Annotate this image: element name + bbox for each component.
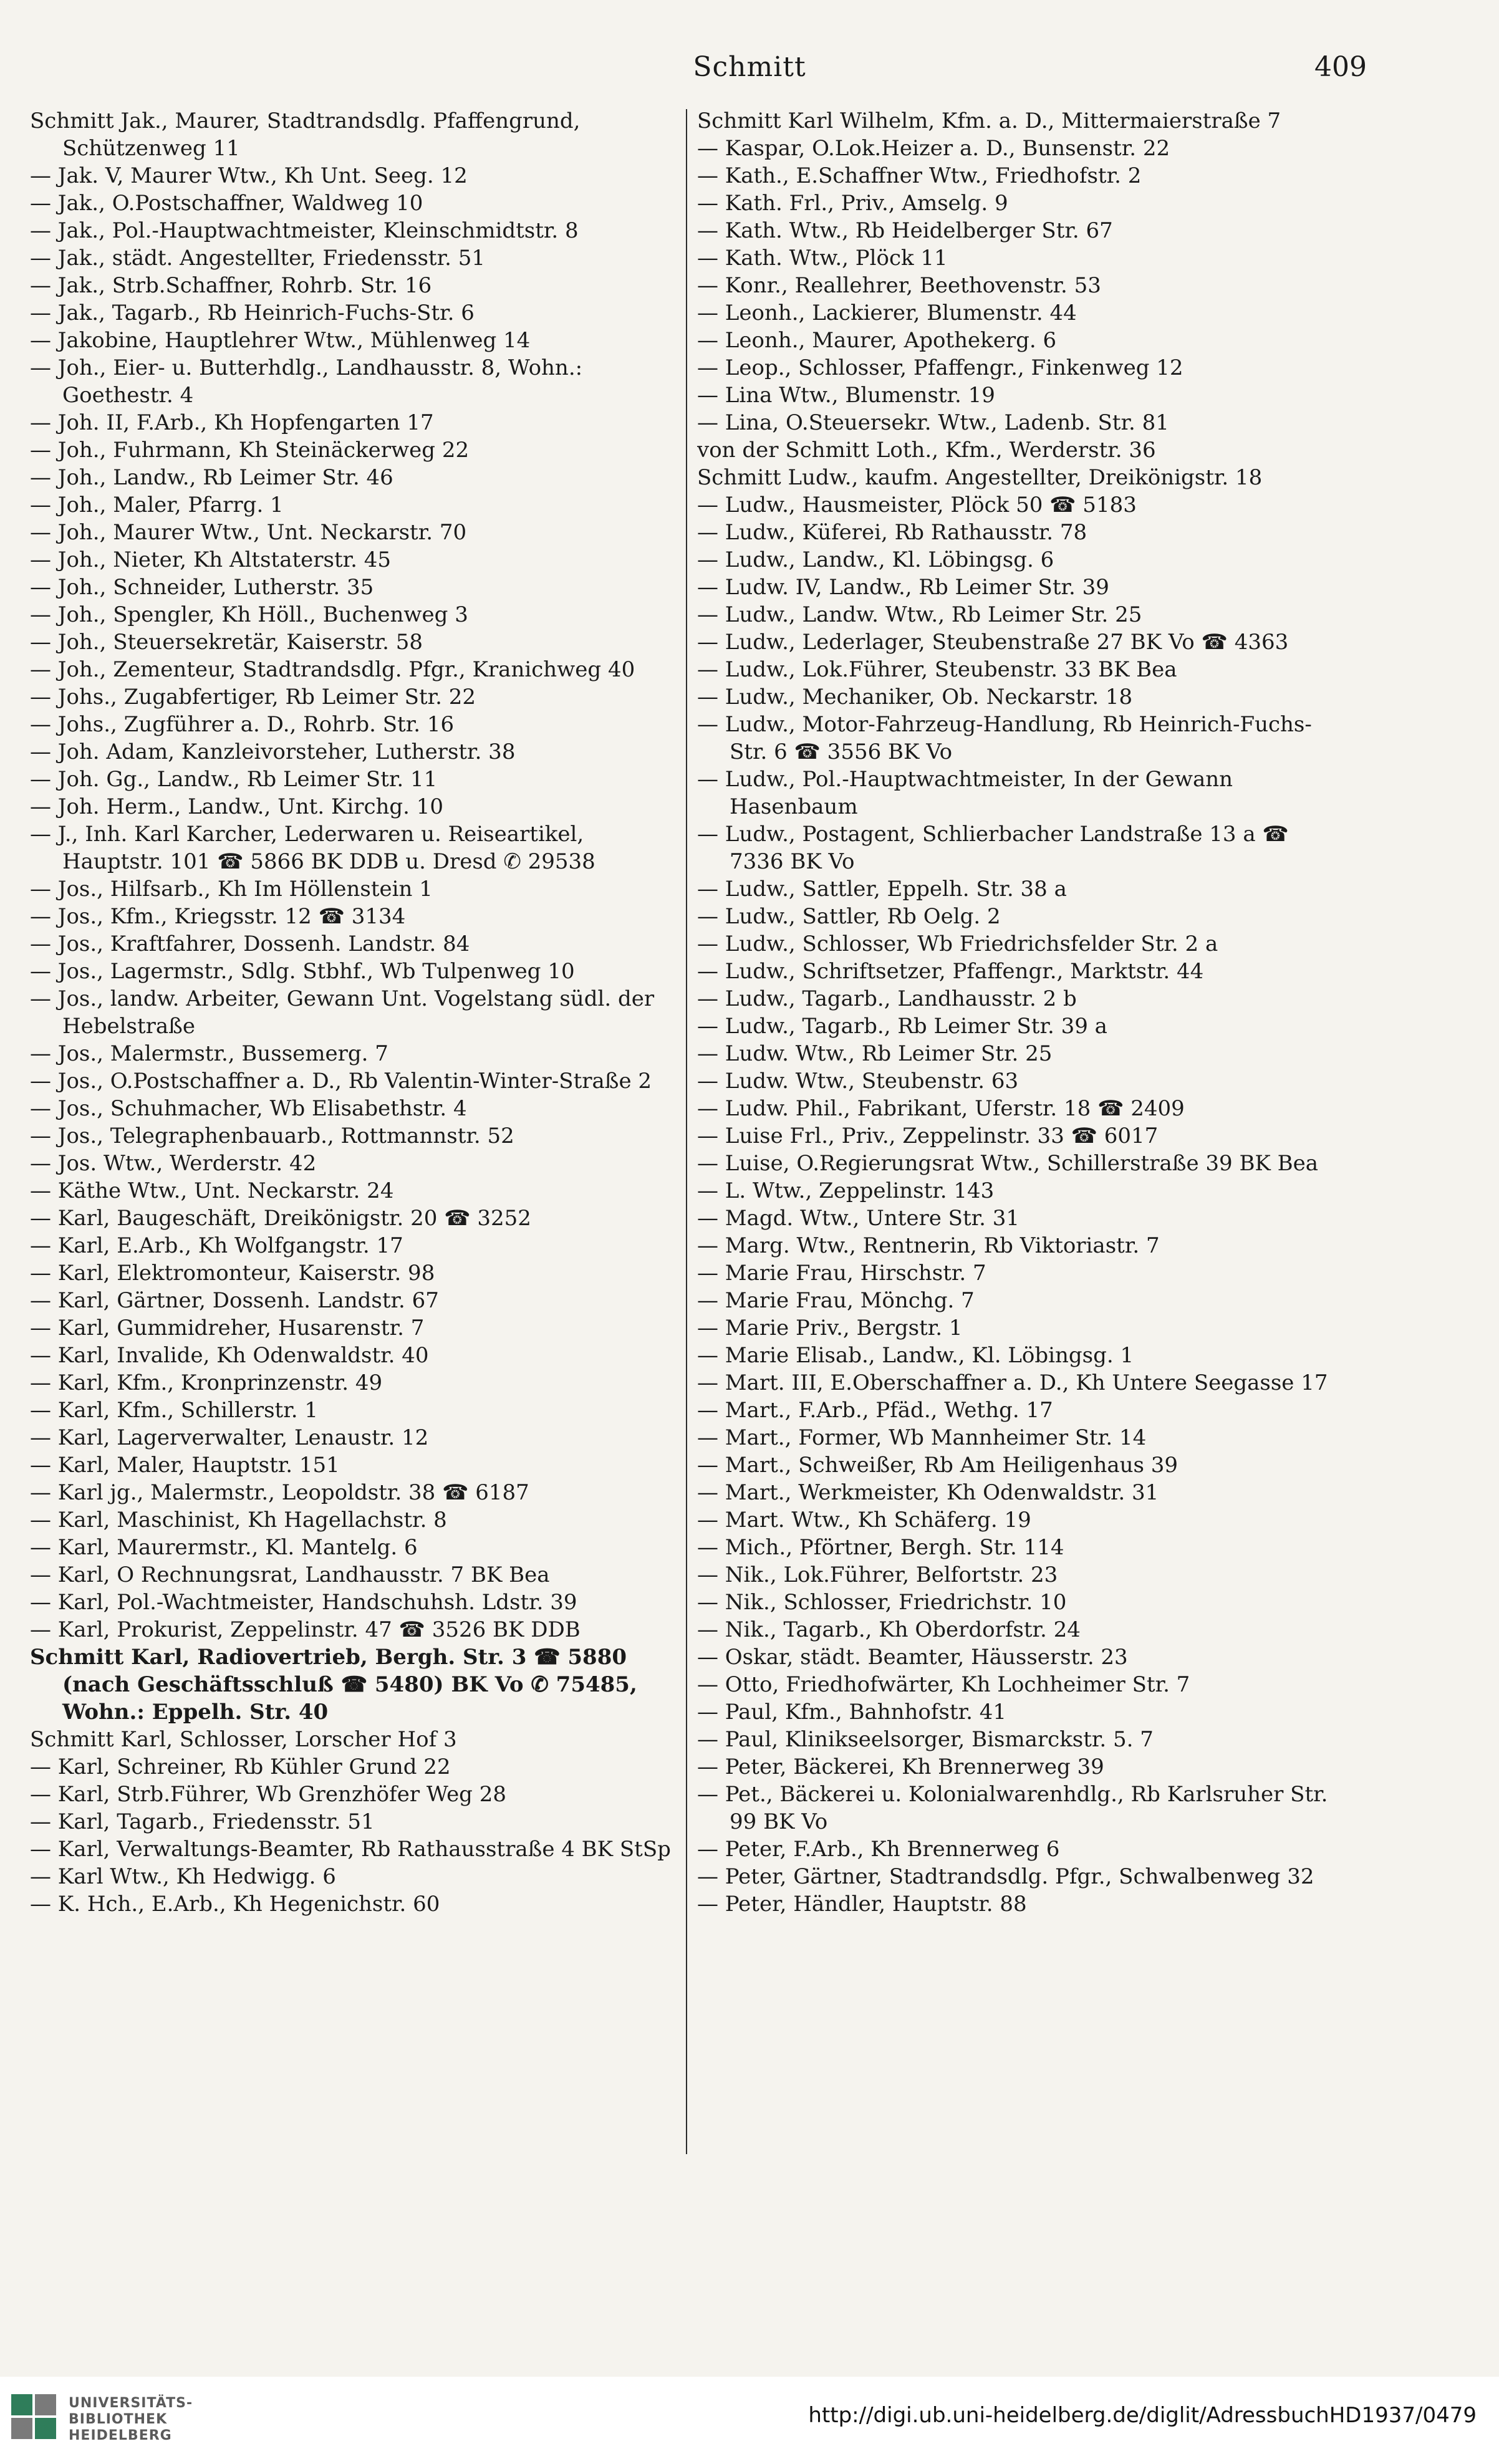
source-url-link[interactable]: http://digi.ub.uni-heidelberg.de/diglit/AdressbuchHD1937/0479 <box>808 2403 1477 2428</box>
directory-entry: — Jos., Kfm., Kriegsstr. 12 ☎ 3134 <box>30 904 406 929</box>
directory-entry: — Mart. III, E.Oberschaffner a. D., Kh Untere Seegasse 17 <box>697 1370 1328 1395</box>
page-header <box>0 51 1499 89</box>
directory-entry: — Joh., Landw., Rb Leimer Str. 46 <box>30 465 393 490</box>
directory-entry: — Jak., Pol.-Hauptwachtmeister, Kleinschmidtstr. 8 <box>30 218 579 243</box>
directory-entry: — Karl, Gärtner, Dossenh. Landstr. 67 <box>30 1288 439 1313</box>
directory-entry: — Jak. V, Maurer Wtw., Kh Unt. Seeg. 12 <box>30 163 468 188</box>
directory-entry: — Ludw. Wtw., Rb Leimer Str. 25 <box>697 1041 1053 1066</box>
directory-entry: — Jakobine, Hauptlehrer Wtw., Mühlenweg 14 <box>30 328 531 353</box>
directory-entry: — Karl, E.Arb., Kh Wolfgangstr. 17 <box>30 1233 403 1258</box>
directory-entry: — Ludw., Hausmeister, Plöck 50 ☎ 5183 <box>697 493 1137 517</box>
directory-entry: — Joh., Schneider, Lutherstr. 35 <box>30 575 374 600</box>
directory-entry: — Mich., Pförtner, Bergh. Str. 114 <box>697 1535 1064 1560</box>
directory-entry: — Joh., Nieter, Kh Altstaterstr. 45 <box>30 547 392 572</box>
directory-entry: — Peter, Händler, Hauptstr. 88 <box>697 1892 1027 1917</box>
directory-entry: — Karl, Maurermstr., Kl. Mantelg. 6 <box>30 1535 418 1560</box>
directory-entry: — Konr., Reallehrer, Beethovenstr. 53 <box>697 273 1101 298</box>
directory-entry: — K. Hch., E.Arb., Kh Hegenichstr. 60 <box>30 1892 440 1917</box>
directory-entry: — Karl, Verwaltungs-Beamter, Rb Rathausstraße 4 BK StSp <box>30 1837 671 1862</box>
directory-entry: — Ludw., Tagarb., Landhausstr. 2 b <box>697 986 1077 1011</box>
directory-entry: — Ludw., Sattler, Eppelh. Str. 38 a <box>697 877 1067 902</box>
directory-entry: — Ludw. Wtw., Steubenstr. 63 <box>697 1069 1019 1094</box>
directory-entry: — Nik., Schlosser, Friedrichstr. 10 <box>697 1590 1067 1615</box>
directory-entry: — Leonh., Lackierer, Blumenstr. 44 <box>697 301 1077 325</box>
library-name-line: BIBLIOTHEK <box>69 2412 168 2427</box>
directory-entry: — Karl Wtw., Kh Hedwigg. 6 <box>30 1864 336 1889</box>
directory-entry: — Leonh., Maurer, Apothekerg. 6 <box>697 328 1057 353</box>
directory-entry: — Käthe Wtw., Unt. Neckarstr. 24 <box>30 1178 394 1203</box>
directory-entry: — Leop., Schlosser, Pfaffengr., Finkenweg 12 <box>697 355 1183 380</box>
directory-entry: — Jak., Tagarb., Rb Heinrich-Fuchs-Str. 6 <box>30 301 475 325</box>
library-name-line: HEIDELBERG <box>69 2428 172 2443</box>
directory-entry: Schmitt Karl, Schlosser, Lorscher Hof 3 <box>30 1727 457 1752</box>
directory-entry: — Joh. II, F.Arb., Kh Hopfengarten 17 <box>30 410 434 435</box>
directory-entry: — Paul, Klinikseelsorger, Bismarckstr. 5. 7 <box>697 1727 1154 1752</box>
directory-entry: — Jos. Wtw., Werderstr. 42 <box>30 1151 317 1176</box>
directory-entry: — Kath., E.Schaffner Wtw., Friedhofstr. 2 <box>697 163 1142 188</box>
directory-entry: — Marg. Wtw., Rentnerin, Rb Viktoriastr. 7 <box>697 1233 1160 1258</box>
directory-entry: — Marie Priv., Bergstr. 1 <box>697 1316 963 1340</box>
directory-entry: — Jak., O.Postschaffner, Waldweg 10 <box>30 191 423 216</box>
directory-entry: — Karl, Kfm., Schillerstr. 1 <box>30 1398 318 1423</box>
directory-entry: — Karl, Lagerverwalter, Lenaustr. 12 <box>30 1425 429 1450</box>
directory-entry: — Jos., Schuhmacher, Wb Elisabethstr. 4 <box>30 1096 467 1121</box>
directory-entry: — Ludw., Schlosser, Wb Friedrichsfelder Str. 2 a <box>697 931 1218 956</box>
column-divider <box>686 109 687 2154</box>
directory-entry: — Luise, O.Regierungsrat Wtw., Schillerstraße 39 BK Bea <box>697 1151 1319 1176</box>
directory-entry: — Peter, Gärtner, Stadtrandsdlg. Pfgr., Schwalbenweg 32 <box>697 1864 1314 1889</box>
directory-entry: — Johs., Zugführer a. D., Rohrb. Str. 16 <box>30 712 455 737</box>
directory-entry: — Mart., Schweißer, Rb Am Heiligenhaus 39 <box>697 1453 1178 1478</box>
directory-entry: — Ludw., Pol.-Hauptwachtmeister, In der Gewann Hasenbaum <box>697 767 1233 819</box>
directory-entry: — Joh., Maler, Pfarrg. 1 <box>30 493 284 517</box>
directory-entry: — Ludw. IV, Landw., Rb Leimer Str. 39 <box>697 575 1109 600</box>
footer-bar <box>0 2377 1499 2464</box>
library-logo-icon <box>9 2392 59 2442</box>
directory-entry: — Luise Frl., Priv., Zeppelinstr. 33 ☎ 6017 <box>697 1124 1159 1148</box>
directory-entry: — Peter, Bäckerei, Kh Brennerweg 39 <box>697 1754 1104 1779</box>
directory-entry: — Kath. Wtw., Plöck 11 <box>697 246 948 271</box>
directory-entry: — Ludw., Schriftsetzer, Pfaffengr., Marktstr. 44 <box>697 959 1204 984</box>
directory-entry: — Peter, F.Arb., Kh Brennerweg 6 <box>697 1837 1060 1862</box>
directory-entry: — Joh., Eier- u. Butterhdlg., Landhausstr. 8, Wohn.: Goethestr. 4 <box>30 355 583 408</box>
directory-entry: — Nik., Tagarb., Kh Oberdorfstr. 24 <box>697 1617 1081 1642</box>
directory-entry: — Magd. Wtw., Untere Str. 31 <box>697 1206 1020 1231</box>
directory-entry: — Kath. Frl., Priv., Amselg. 9 <box>697 191 1008 216</box>
running-head: Schmitt <box>693 51 806 83</box>
directory-entry: — Mart. Wtw., Kh Schäferg. 19 <box>697 1508 1031 1533</box>
right-column <box>697 107 1346 2158</box>
directory-entry: — Joh., Fuhrmann, Kh Steinäckerweg 22 <box>30 438 470 463</box>
directory-entry: — Karl, Pol.-Wachtmeister, Handschuhsh. Ldstr. 39 <box>30 1590 577 1615</box>
directory-entry: — Otto, Friedhofwärter, Kh Lochheimer Str. 7 <box>697 1672 1190 1697</box>
directory-entry: — Ludw., Sattler, Rb Oelg. 2 <box>697 904 1001 929</box>
directory-entry: — Karl, Tagarb., Friedensstr. 51 <box>30 1809 375 1834</box>
directory-entry: — Ludw., Küferei, Rb Rathausstr. 78 <box>697 520 1087 545</box>
directory-entry: — Pet., Bäckerei u. Kolonialwarenhdlg., Rb Karlsruher Str. 99 BK Vo <box>697 1782 1328 1834</box>
directory-entry: — Nik., Lok.Führer, Belfortstr. 23 <box>697 1562 1058 1587</box>
directory-entry: — Lina Wtw., Blumenstr. 19 <box>697 383 995 408</box>
directory-entry: — Kath. Wtw., Rb Heidelberger Str. 67 <box>697 218 1113 243</box>
directory-entry: — Karl, Schreiner, Rb Kühler Grund 22 <box>30 1754 451 1779</box>
directory-entry: — Joh., Spengler, Kh Höll., Buchenweg 3 <box>30 602 468 627</box>
directory-entry: — Oskar, städt. Beamter, Häusserstr. 23 <box>697 1645 1128 1670</box>
directory-entry: — Jak., städt. Angestellter, Friedensstr. 51 <box>30 246 485 271</box>
directory-entry: — Joh. Gg., Landw., Rb Leimer Str. 11 <box>30 767 438 792</box>
directory-entry: — L. Wtw., Zeppelinstr. 143 <box>697 1178 995 1203</box>
directory-entry: — Ludw., Mechaniker, Ob. Neckarstr. 18 <box>697 685 1133 710</box>
directory-entry: — Karl, Prokurist, Zeppelinstr. 47 ☎ 3526 BK DDB <box>30 1617 581 1642</box>
directory-entry: — Karl, O Rechnungsrat, Landhausstr. 7 BK Bea <box>30 1562 550 1587</box>
directory-entry: Schmitt Ludw., kaufm. Angestellter, Dreikönigstr. 18 <box>697 465 1263 490</box>
directory-entry: — Ludw. Phil., Fabrikant, Uferstr. 18 ☎ 2409 <box>697 1096 1185 1121</box>
directory-entry: — Joh. Adam, Kanzleivorsteher, Lutherstr. 38 <box>30 739 516 764</box>
directory-entry: — Karl, Baugeschäft, Dreikönigstr. 20 ☎ 3252 <box>30 1206 531 1231</box>
directory-entry: Schmitt Jak., Maurer, Stadtrandsdlg. Pfaffengrund, Schützenweg 11 <box>30 108 581 161</box>
directory-entry: — Joh., Steuersekretär, Kaiserstr. 58 <box>30 630 423 655</box>
directory-entry: — Marie Frau, Mönchg. 7 <box>697 1288 975 1313</box>
directory-entry: — Mart., F.Arb., Pfäd., Wethg. 17 <box>697 1398 1053 1423</box>
directory-entry: — Karl, Kfm., Kronprinzenstr. 49 <box>30 1370 383 1395</box>
directory-entry: — Jos., Telegraphenbauarb., Rottmannstr. 52 <box>30 1124 514 1148</box>
directory-entry: — Ludw., Lok.Führer, Steubenstr. 33 BK Bea <box>697 657 1177 682</box>
directory-entry: — Paul, Kfm., Bahnhofstr. 41 <box>697 1700 1006 1725</box>
directory-entry: — Joh., Maurer Wtw., Unt. Neckarstr. 70 <box>30 520 467 545</box>
directory-entry: — Marie Frau, Hirschstr. 7 <box>697 1261 986 1286</box>
directory-entry: Schmitt Karl, Radiovertrieb, Bergh. Str. 3 ☎ 5880 (nach Geschäftsschluß ☎ 5480) BK Vo ✆ 75485, Wohn.: Eppelh. Str. 40 <box>30 1645 637 1725</box>
page-number: 409 <box>1314 51 1367 83</box>
directory-entry: — Karl, Maler, Hauptstr. 151 <box>30 1453 340 1478</box>
directory-entry: — Jos., Lagermstr., Sdlg. Stbhf., Wb Tulpenweg 10 <box>30 959 575 984</box>
directory-entry: — Ludw., Lederlager, Steubenstraße 27 BK Vo ☎ 4363 <box>697 630 1289 655</box>
directory-entry: — Karl jg., Malermstr., Leopoldstr. 38 ☎ 6187 <box>30 1480 529 1505</box>
directory-entry: — Ludw., Tagarb., Rb Leimer Str. 39 a <box>697 1014 1107 1039</box>
directory-entry: — Jos., Malermstr., Bussemerg. 7 <box>30 1041 388 1066</box>
directory-entry: — Jak., Strb.Schaffner, Rohrb. Str. 16 <box>30 273 432 298</box>
directory-entry: von der Schmitt Loth., Kfm., Werderstr. 36 <box>697 438 1156 463</box>
directory-entry: — Karl, Gummidreher, Husarenstr. 7 <box>30 1316 425 1340</box>
directory-entry: — Joh. Herm., Landw., Unt. Kirchg. 10 <box>30 794 444 819</box>
directory-entry: — Karl, Elektromonteur, Kaiserstr. 98 <box>30 1261 435 1286</box>
directory-entry: — Jos., Kraftfahrer, Dossenh. Landstr. 84 <box>30 931 470 956</box>
directory-entry: — Mart., Former, Wb Mannheimer Str. 14 <box>697 1425 1147 1450</box>
directory-entry: — Mart., Werkmeister, Kh Odenwaldstr. 31 <box>697 1480 1159 1505</box>
directory-entry: — Ludw., Motor-Fahrzeug-Handlung, Rb Heinrich-Fuchs-Str. 6 ☎ 3556 BK Vo <box>697 712 1312 764</box>
directory-entry: — Karl, Invalide, Kh Odenwaldstr. 40 <box>30 1343 429 1368</box>
library-name-line: UNIVERSITÄTS- <box>69 2395 193 2411</box>
directory-entry: — Ludw., Postagent, Schlierbacher Landstraße 13 a ☎ 7336 BK Vo <box>697 822 1289 874</box>
directory-entry: — Kaspar, O.Lok.Heizer a. D., Bunsenstr. 22 <box>697 136 1170 161</box>
library-name <box>69 2395 193 2444</box>
directory-entry: — Ludw., Landw., Kl. Löbingsg. 6 <box>697 547 1054 572</box>
directory-entry: — Marie Elisab., Landw., Kl. Löbingsg. 1 <box>697 1343 1134 1368</box>
directory-entry: — Joh., Zementeur, Stadtrandsdlg. Pfgr., Kranichweg 40 <box>30 657 635 682</box>
directory-entry: Schmitt Karl Wilhelm, Kfm. a. D., Mittermaierstraße 7 <box>697 108 1281 133</box>
directory-entry: — J., Inh. Karl Karcher, Lederwaren u. Reiseartikel, Hauptstr. 101 ☎ 5866 BK DDB u. Dresd ✆ 29538 <box>30 822 595 874</box>
directory-entry: — Jos., landw. Arbeiter, Gewann Unt. Vogelstang südl. der Hebelstraße <box>30 986 655 1039</box>
left-column <box>30 107 678 2158</box>
directory-entry: — Johs., Zugabfertiger, Rb Leimer Str. 22 <box>30 685 476 710</box>
directory-entry: — Jos., Hilfsarb., Kh Im Höllenstein 1 <box>30 877 433 902</box>
directory-entry: — Jos., O.Postschaffner a. D., Rb Valentin-Winter-Straße 2 <box>30 1069 652 1094</box>
directory-entry: — Karl, Strb.Führer, Wb Grenzhöfer Weg 28 <box>30 1782 507 1807</box>
directory-entry: — Lina, O.Steuersekr. Wtw., Ladenb. Str. 81 <box>697 410 1169 435</box>
directory-entry: — Karl, Maschinist, Kh Hagellachstr. 8 <box>30 1508 447 1533</box>
directory-entry: — Ludw., Landw. Wtw., Rb Leimer Str. 25 <box>697 602 1142 627</box>
